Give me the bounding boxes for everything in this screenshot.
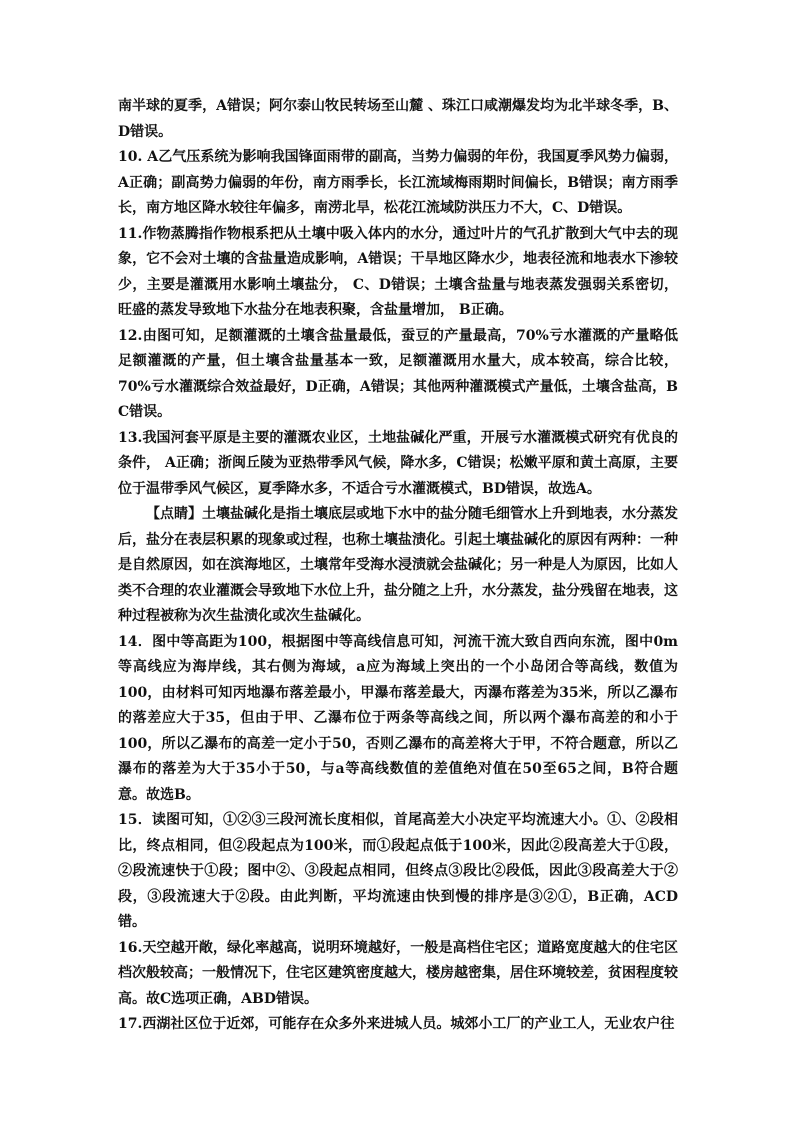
answer-10: 10. A乙气压系统为影响我国锋面雨带的副高，当势力偏弱的年份，我国夏季风势力偏弱，A正确；副高势力偏弱的年份，南方雨季长，长江流域梅雨期时间偏长，B错误；南方雨季长，南方地区降水较往年偏多，南涝北旱，松花江流域防洪压力不大，C、D错误。 (118, 149, 678, 216)
answer-14: 14．图中等高距为100，根据图中等高线信息可知，河流干流大致自西向东流，图中0m等高线应为海岸线，其右侧为海域，a应为海域上突出的一个小岛闭合等高线，数值为100，由材料可知丙地瀑布落差最小，甲瀑布落差最大，丙瀑布落差为35米，所以乙瀑布的落差应大于35，但由于甲、乙瀑布位于两条等高线之间，所以两个瀑布高差的和小于100，所以乙瀑布的高差一定小于50，否则乙瀑布的高差将大于甲，不符合题意，所以乙瀑布的落差为大于35小于50，与a等高线数值的差值绝对值在50至65之间，B符合题意。故选B。 (118, 633, 678, 803)
answer-17: 17.西湖社区位于近郊，可能存在众多外来进城人员。城郊小工厂的产业工人，无业农户往 (118, 1016, 675, 1032)
answer-13: 13.我国河套平原是主要的灌溉农业区，土地盐碱化严重，开展亏水灌溉模式研究有优良的条件， A正确；浙闽丘陵为亚热带季风气候，降水多，C错误；松嫩平原和黄土高原，主要位于温带季风气候区，夏季降水多，不适合亏水灌溉模式，BD错误，故选A。 (118, 429, 678, 497)
document-page (118, 94, 678, 1038)
key-point-note: 【点睛】土壤盐碱化是指土壤底层或地下水中的盐分随毛细管水上升到地表，水分蒸发后，盐分在表层积累的现象或过程，也称土壤盐渍化。引起土壤盐碱化的原因有两种：一种是自然原因，如在滨海地区，土壤常年受海水浸渍就会盐碱化；另一种是人为原因，比如人类不合理的农业灌溉会导致地下水位上升，盐分随之上升，水分蒸发，盐分残留在地表，这种过程被称为次生盐渍化或次生盐碱化。 (118, 506, 678, 624)
answer-11: 11.作物蒸腾指作物根系把从土壤中吸入体内的水分，通过叶片的气孔扩散到大气中去的现象，它不会对土壤的含盐量造成影响，A错误；干旱地区降水少，地表径流和地表水下渗较少，主要是灌溉用水影响土壤盐分， C、D错误；土壤含盐量与地表蒸发强弱关系密切，旺盛的蒸发导致地下水盐分在地表积聚，含盐量增加， B正确。 (118, 225, 678, 318)
answer-15: 15．读图可知，①②③三段河流长度相似，首尾高差大小决定平均流速大小。①、②段相比，终点相同，但②段起点为100米，而①段起点低于100米，因此②段高差大于①段，②段流速快于①段；图中②、③段起点相同，但终点③段比②段低，因此③段高差大于②段，③段流速大于②段。由此判断，平均流速由快到慢的排序是③②①，B正确，ACD错。 (118, 812, 678, 930)
answer-12: 12.由图可知，足额灌溉的土壤含盐量最低，蚕豆的产量最高，70%亏水灌溉的产量略低足额灌溉的产量，但土壤含盐量基本一致，足额灌溉用水量大，成本较高，综合比较，70%亏水灌溉综合效益最好，D正确，A错误；其他两种灌溉模式产量低，土壤含盐高，B C错误。 (118, 327, 678, 420)
answer-16: 16.天空越开敞，绿化率越高，说明环境越好，一般是高档住宅区；道路宽度越大的住宅区档次般较高；一般情况下，住宅区建筑密度越大，楼房越密集，居住环境较差，贫困程度较高。故C选项正确，ABD错误。 (118, 939, 678, 1007)
paragraph-continuation: 南半球的夏季，A错误；阿尔泰山牧民转场至山麓 、珠江口咸潮爆发均为北半球冬季，B、D错误。 (118, 98, 678, 140)
